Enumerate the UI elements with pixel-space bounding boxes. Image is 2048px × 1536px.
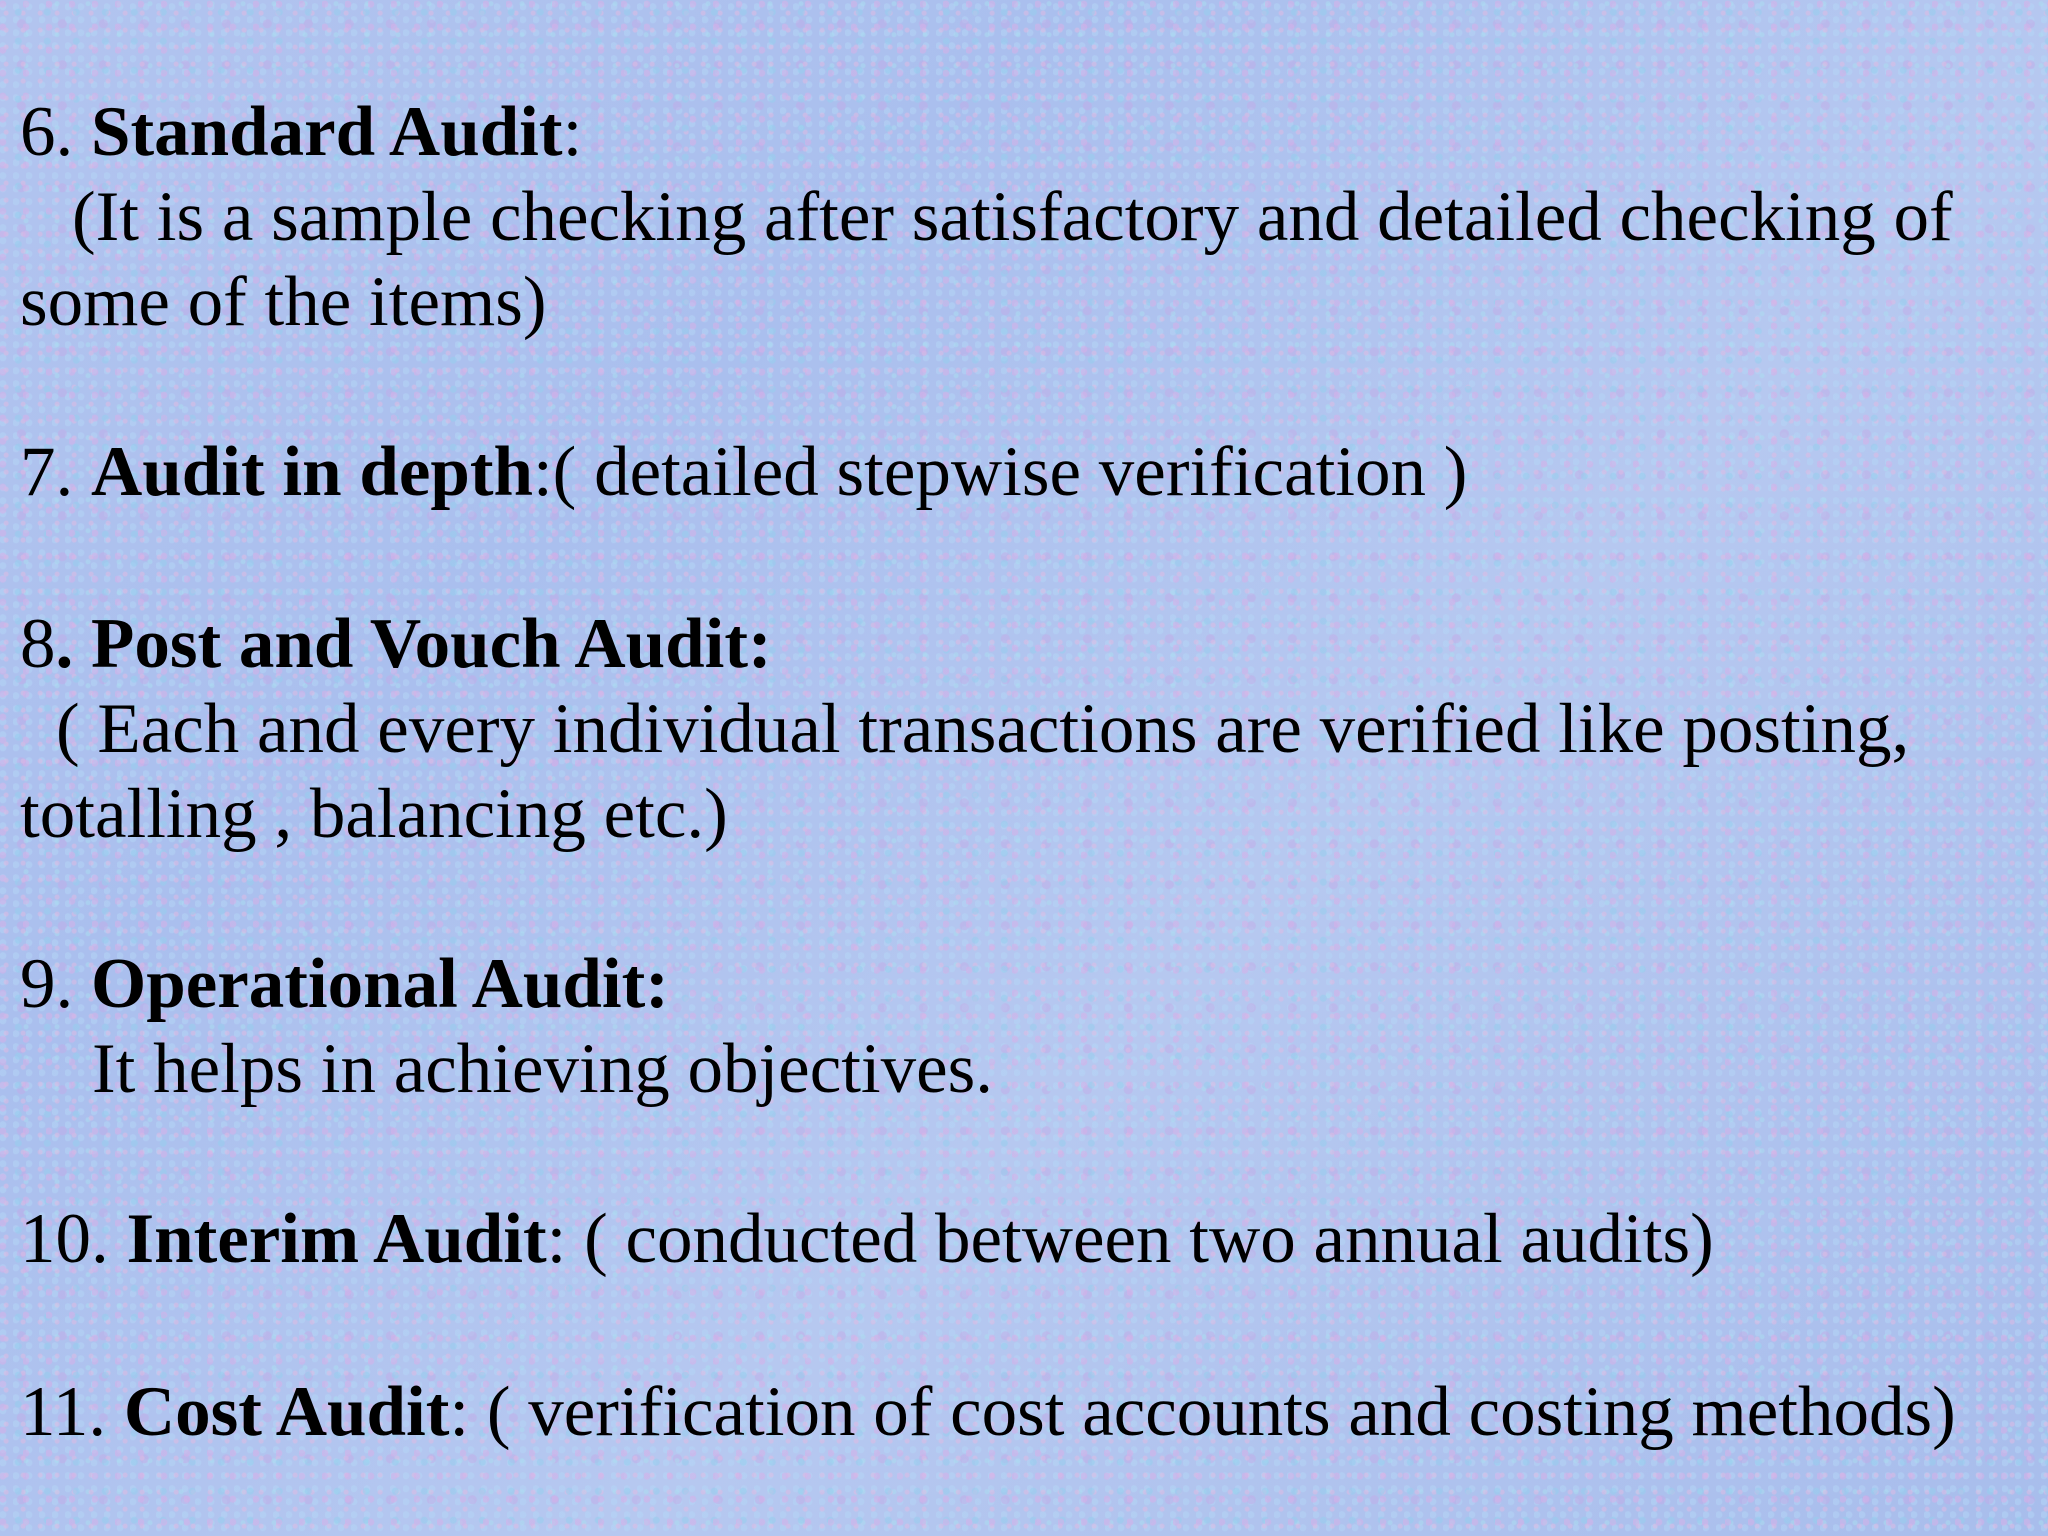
item-post-vouch-audit-description-cont: totalling , balancing etc.) (20, 775, 728, 853)
item-number: 10. (20, 1200, 109, 1278)
item-title: Cost Audit (123, 1373, 450, 1451)
item-number: 11. (20, 1373, 107, 1451)
item-title: Interim Audit (126, 1200, 547, 1278)
item-title: Audit in depth (91, 433, 533, 511)
item-suffix: : (562, 93, 583, 171)
item-audit-in-depth (20, 430, 1467, 514)
item-suffix: : ( conducted between two annual audits) (546, 1200, 1714, 1278)
item-suffix: : ( verification of cost accounts and costing methods) (449, 1373, 1956, 1451)
item-standard-audit-heading (20, 90, 582, 174)
item-standard-audit-description-cont: some of the items) (20, 263, 547, 341)
item-standard-audit-description: (It is a sample checking after satisfactory and detailed checking of (72, 178, 1953, 256)
item-post-vouch-audit-description: ( Each and every individual transactions are verified like posting, (56, 690, 1910, 768)
item-post-vouch-audit-heading (20, 602, 772, 686)
item-operational-audit-heading (20, 942, 669, 1026)
item-title: Operational Audit: (91, 945, 669, 1023)
item-number: 7. (20, 433, 74, 511)
item-number: 9. (20, 945, 74, 1023)
item-title: Standard Audit (91, 93, 563, 171)
item-title: . Post and Vouch Audit: (55, 605, 772, 683)
item-number: 8 (20, 605, 56, 683)
item-interim-audit (20, 1197, 1714, 1281)
item-suffix: :( detailed stepwise verification ) (532, 433, 1468, 511)
item-number: 6. (20, 93, 74, 171)
item-operational-audit-description: It helps in achieving objectives. (92, 1030, 994, 1108)
item-cost-audit (20, 1370, 1956, 1454)
